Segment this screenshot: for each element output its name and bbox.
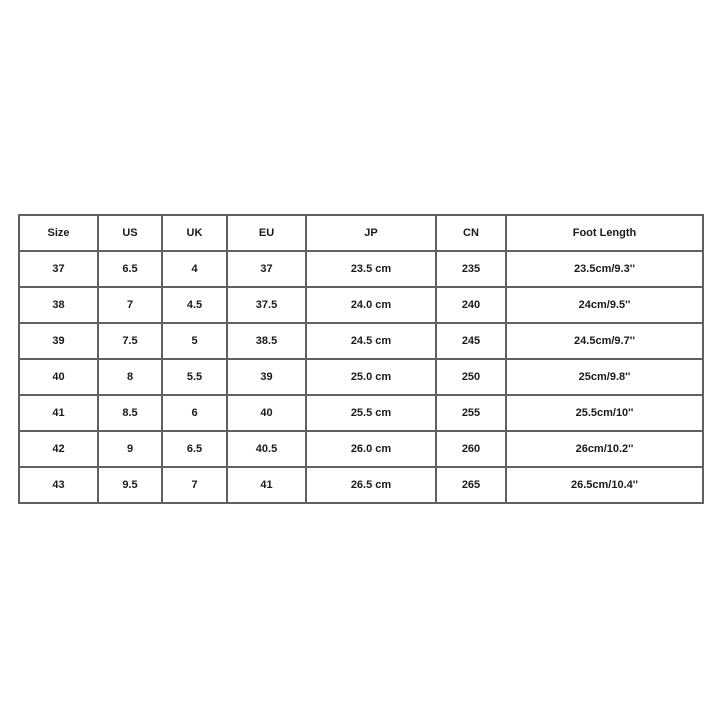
cell-eu: 39	[228, 360, 305, 394]
header-jp: JP	[307, 216, 435, 250]
cell-eu: 37	[228, 252, 305, 286]
table-row	[20, 252, 702, 286]
cell-us: 9.5	[99, 468, 161, 502]
table-header	[20, 216, 702, 250]
cell-foot-length: 24cm/9.5''	[507, 288, 702, 322]
cell-size: 40	[20, 360, 97, 394]
cell-uk: 4.5	[163, 288, 226, 322]
header-uk: UK	[163, 216, 226, 250]
cell-foot-length: 23.5cm/9.3''	[507, 252, 702, 286]
cell-foot-length: 25.5cm/10''	[507, 396, 702, 430]
cell-uk: 7	[163, 468, 226, 502]
size-chart-table	[18, 214, 704, 504]
cell-cn: 235	[437, 252, 505, 286]
cell-foot-length: 24.5cm/9.7''	[507, 324, 702, 358]
cell-jp: 24.5 cm	[307, 324, 435, 358]
header-row	[20, 216, 702, 250]
header-eu: EU	[228, 216, 305, 250]
cell-uk: 5	[163, 324, 226, 358]
cell-uk: 5.5	[163, 360, 226, 394]
table-row	[20, 396, 702, 430]
header-size: Size	[20, 216, 97, 250]
header-foot-length: Foot Length	[507, 216, 702, 250]
table-body	[20, 252, 702, 502]
cell-us: 7	[99, 288, 161, 322]
cell-eu: 40	[228, 396, 305, 430]
table-row	[20, 468, 702, 502]
cell-eu: 40.5	[228, 432, 305, 466]
cell-foot-length: 25cm/9.8''	[507, 360, 702, 394]
cell-size: 43	[20, 468, 97, 502]
cell-foot-length: 26.5cm/10.4''	[507, 468, 702, 502]
cell-us: 8	[99, 360, 161, 394]
cell-size: 42	[20, 432, 97, 466]
cell-cn: 245	[437, 324, 505, 358]
cell-jp: 26.5 cm	[307, 468, 435, 502]
cell-jp: 26.0 cm	[307, 432, 435, 466]
cell-uk: 6	[163, 396, 226, 430]
cell-us: 9	[99, 432, 161, 466]
cell-us: 6.5	[99, 252, 161, 286]
table-row	[20, 288, 702, 322]
cell-jp: 25.5 cm	[307, 396, 435, 430]
cell-cn: 265	[437, 468, 505, 502]
cell-jp: 25.0 cm	[307, 360, 435, 394]
cell-size: 38	[20, 288, 97, 322]
cell-us: 8.5	[99, 396, 161, 430]
header-us: US	[99, 216, 161, 250]
cell-size: 37	[20, 252, 97, 286]
cell-eu: 37.5	[228, 288, 305, 322]
cell-cn: 250	[437, 360, 505, 394]
cell-foot-length: 26cm/10.2''	[507, 432, 702, 466]
cell-size: 39	[20, 324, 97, 358]
header-cn: CN	[437, 216, 505, 250]
cell-cn: 255	[437, 396, 505, 430]
cell-cn: 260	[437, 432, 505, 466]
table-row	[20, 324, 702, 358]
cell-uk: 6.5	[163, 432, 226, 466]
cell-jp: 23.5 cm	[307, 252, 435, 286]
cell-cn: 240	[437, 288, 505, 322]
cell-uk: 4	[163, 252, 226, 286]
table-row	[20, 432, 702, 466]
cell-jp: 24.0 cm	[307, 288, 435, 322]
cell-size: 41	[20, 396, 97, 430]
cell-eu: 41	[228, 468, 305, 502]
table-row	[20, 360, 702, 394]
cell-eu: 38.5	[228, 324, 305, 358]
cell-us: 7.5	[99, 324, 161, 358]
